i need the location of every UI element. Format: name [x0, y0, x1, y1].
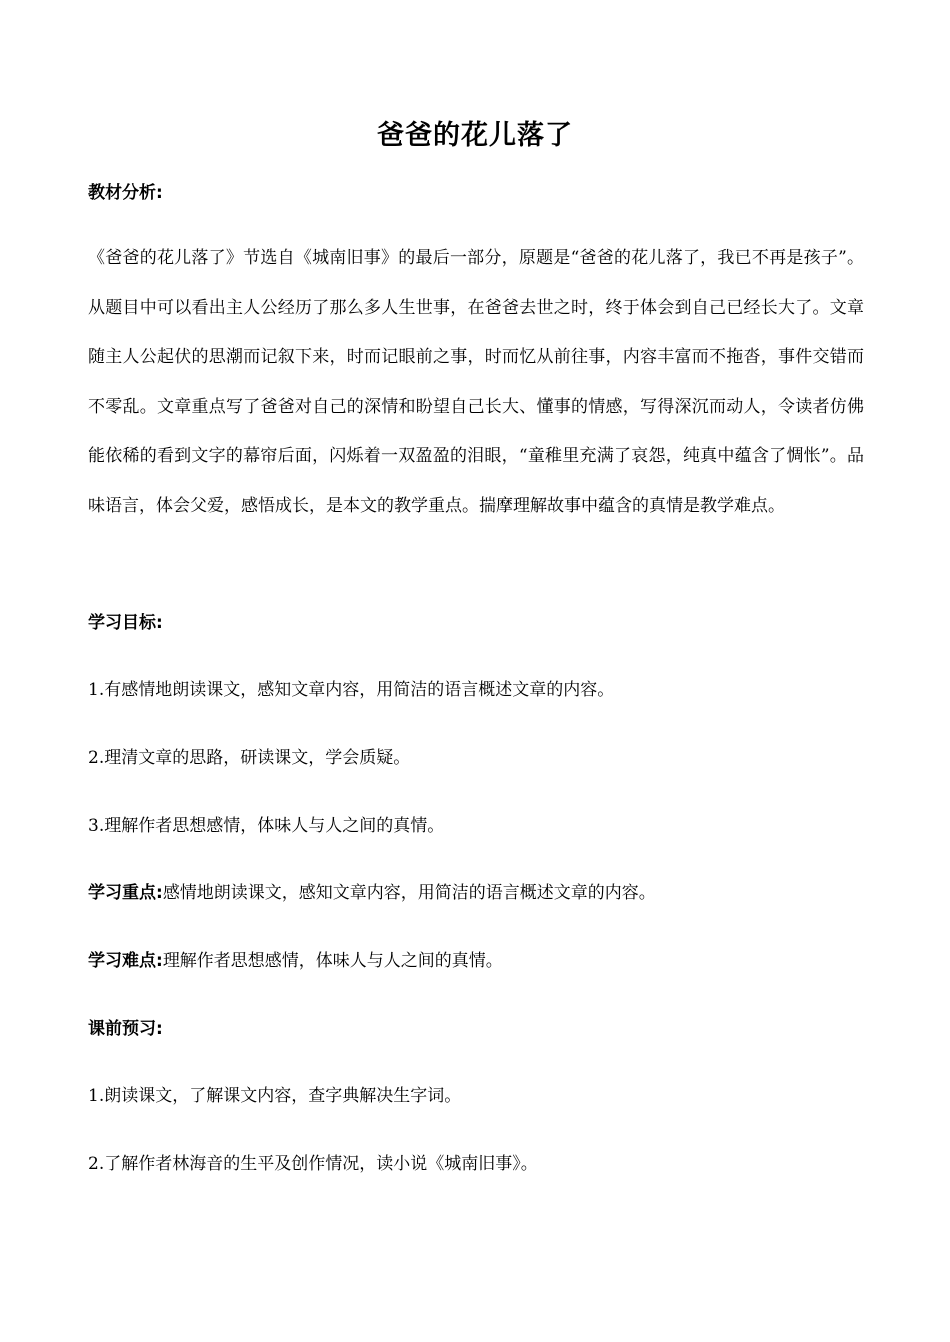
objective-item-3: 3.理解作者思想感情，体味人与人之间的真情。: [88, 816, 445, 836]
difficulty-text: 理解作者思想感情，体味人与人之间的真情。: [162, 951, 503, 971]
key-point-label: 学习重点:: [88, 883, 163, 903]
preview-item-1: 1.朗读课文，了解课文内容，查字典解决生字词。: [88, 1086, 462, 1106]
objective-item-1: 1.有感情地朗读课文，感知文章内容，用简洁的语言概述文章的内容。: [88, 680, 615, 700]
difficulty-line: [88, 949, 503, 973]
key-point-line: [88, 881, 656, 905]
difficulty-label: 学习难点:: [88, 951, 163, 971]
document-title: 爸爸的花儿落了: [377, 120, 573, 151]
material-analysis-heading: 教材分析:: [88, 183, 163, 203]
material-analysis-paragraph: 《爸爸的花儿落了》节选自《城南旧事》的最后一部分，原题是“爸爸的花儿落了，我已不再是孩子”。从题目中可以看出主人公经历了那么多人生世事，在爸爸去世之时，终于体会到自己已经长大了。文章随主人公起伏的思潮而记叙下来，时而记眼前之事，时而忆从前往事，内容丰富而不拖沓，事件交错而不零乱。文章重点写了爸爸对自己的深情和盼望自己长大、懂事的情感，写得深沉而动人，令读者仿佛能依稀的看到文字的幕帘后面，闪烁着一双盈盈的泪眼，“童稚里充满了哀怨，纯真中蕴含了惆怅”。品味语言，体会父爱，感悟成长，是本文的教学重点。揣摩理解故事中蕴含的真情是教学难点。: [88, 248, 864, 516]
objectives-heading: 学习目标:: [88, 613, 163, 633]
key-point-text: 感情地朗读课文，感知文章内容，用简洁的语言概述文章的内容。: [162, 883, 656, 903]
objective-item-2: 2.理清文章的思路，研读课文，学会质疑。: [88, 748, 411, 768]
preview-heading: 课前预习:: [88, 1019, 163, 1039]
preview-item-2: 2.了解作者林海音的生平及创作情况，读小说《城南旧事》。: [88, 1154, 538, 1174]
